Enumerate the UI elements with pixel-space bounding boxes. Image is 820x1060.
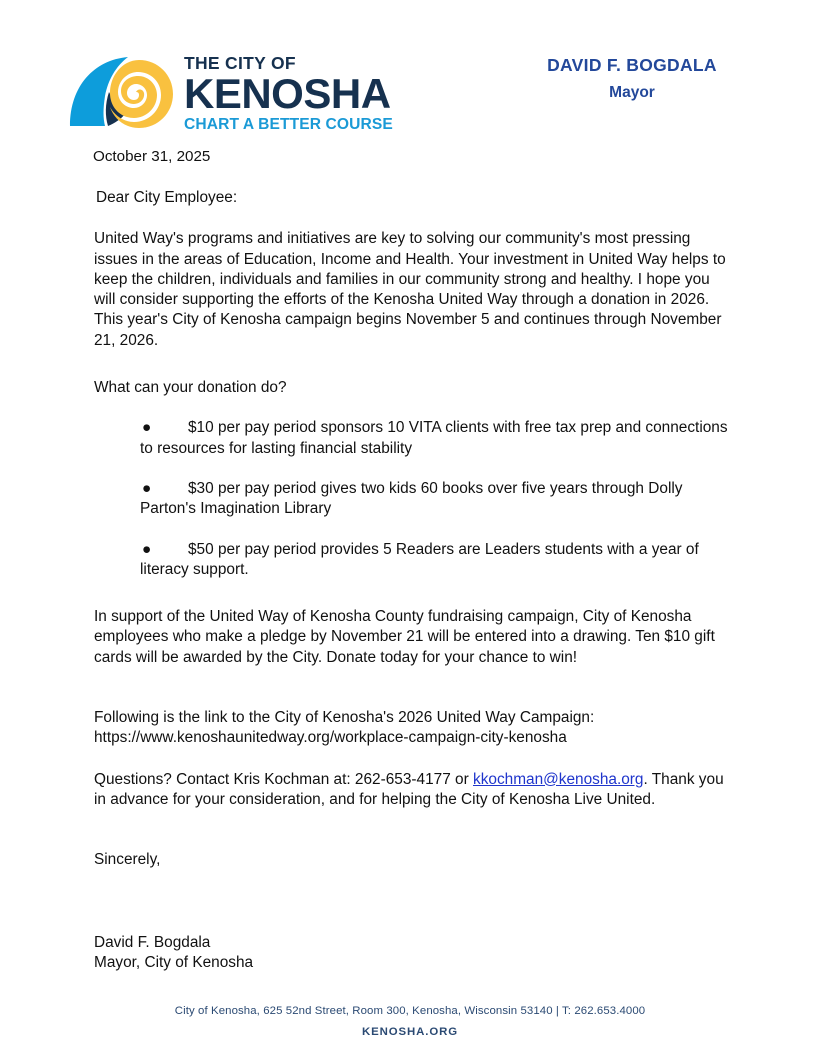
mayor-name-block <box>492 55 772 102</box>
contact-prefix-text: Questions? Contact Kris Kochman at: 262-653-4177 or <box>94 770 473 788</box>
list-item <box>94 540 728 581</box>
signature-name: David F. Bogdala <box>94 933 211 951</box>
spacer <box>94 351 728 378</box>
spacer <box>94 749 728 770</box>
bullet-dot-icon: ● <box>142 479 152 497</box>
bullet-dot-icon: ● <box>142 419 152 437</box>
paragraph-contact <box>94 770 728 811</box>
spacer <box>94 810 728 850</box>
list-item <box>94 418 728 459</box>
mayor-title: Mayor <box>609 84 655 101</box>
footer-address: City of Kenosha, 625 52nd Street, Room 300, Kenosha, Wisconsin 53140 | T: 262.653.4000 <box>174 1005 646 1017</box>
signature-space <box>94 871 728 933</box>
spacer <box>94 580 728 607</box>
list-item-text: $50 per pay period provides 5 Readers are Leaders students with a year of literacy support. <box>140 540 699 578</box>
logo-tagline: CHART A BETTER COURSE <box>184 115 393 133</box>
letter-content <box>94 188 728 973</box>
paragraph-drawing: In support of the United Way of Kenosha County fundraising campaign, City of Kenosha employees who make a pledge by November 21 will be entered into a drawing. Ten $10 gift cards will be awarded by the City. Donate today for your chance to win! <box>94 608 715 666</box>
mayor-name: DAVID F. BOGDALA <box>547 55 717 75</box>
salutation: Dear City Employee: <box>96 189 238 206</box>
donation-impact-list <box>94 418 728 580</box>
list-item <box>94 479 728 520</box>
page-footer <box>0 1005 820 1038</box>
paragraph-intro: United Way's programs and initiatives are key to solving our community's most pressing issues in the areas of Education, Income and Health. Your investment in United Way helps to keep the children, individuals and families in our community strong and healthy. I hope you will consider supporting the efforts of the Kenosha United Way through a donation in 2026. This year's City of Kenosha campaign begins November 5 and continues through November 21, 2026. <box>94 230 726 349</box>
kenosha-wave-spiral-logo-icon <box>68 52 180 134</box>
list-item-text: $30 per pay period gives two kids 60 books over five years through Dolly Parton's Imagination Library <box>140 479 683 518</box>
campaign-url[interactable]: https://www.kenoshaunitedway.org/workplace-campaign-city-kenosha <box>94 729 567 747</box>
contact-suffix-text: . Thank you in advance for your consideration, and for helping the City of Kenosha Live United. <box>94 770 724 808</box>
spacer <box>94 398 728 418</box>
footer-website[interactable]: KENOSHA.ORG <box>362 1026 458 1038</box>
logo-line-the-city-of: THE CITY OF <box>184 53 296 73</box>
logo-line-kenosha: KENOSHA <box>184 69 391 117</box>
list-item-text: $10 per pay period sponsors 10 VITA clients with free tax prep and connections to resources for lasting financial stability <box>140 419 728 457</box>
spacer <box>94 668 728 708</box>
closing: Sincerely, <box>94 851 161 869</box>
spacer <box>94 208 728 229</box>
contact-email-link[interactable]: kkochman@kenosha.org <box>473 770 644 788</box>
bullet-dot-icon: ● <box>142 540 152 558</box>
donation-question: What can your donation do? <box>94 379 287 397</box>
logo-wordmark <box>184 52 393 132</box>
signature-title: Mayor, City of Kenosha <box>94 953 254 971</box>
letterhead-header <box>0 0 820 150</box>
city-of-kenosha-logo <box>68 52 393 134</box>
campaign-link-intro: Following is the link to the City of Kenosha's 2026 United Way Campaign: <box>94 709 595 727</box>
letter-date: October 31, 2025 <box>93 148 211 165</box>
